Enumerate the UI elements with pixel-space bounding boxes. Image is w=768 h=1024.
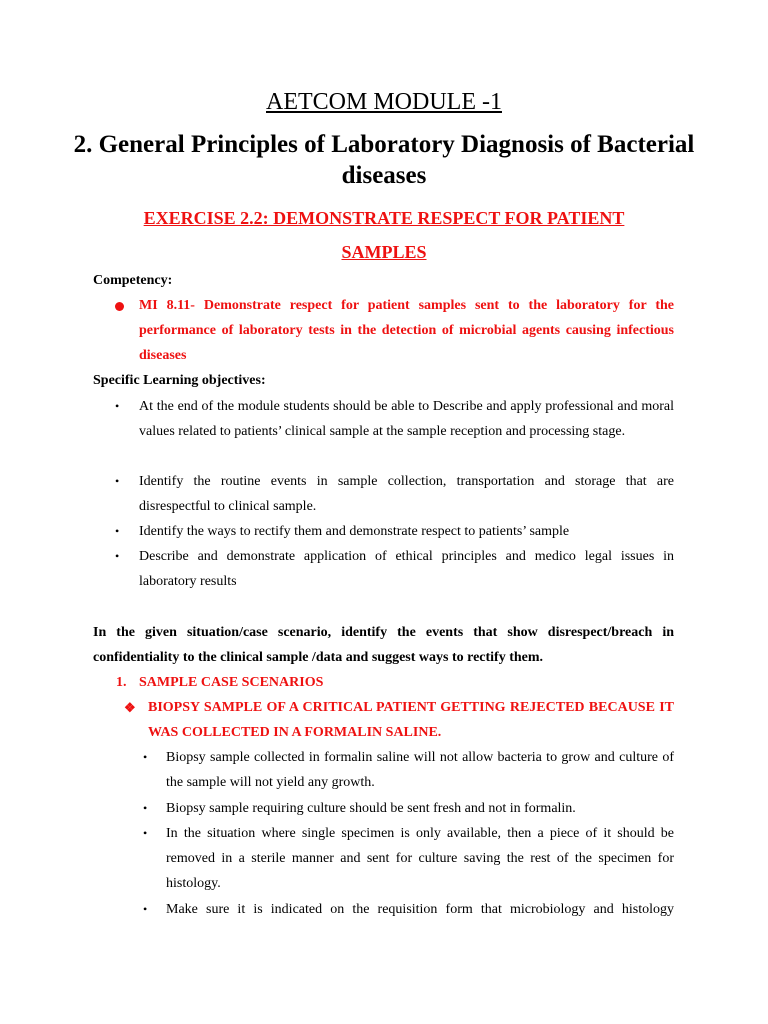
bullet-icon: • (143, 902, 148, 916)
competency-item: MI 8.11- Demonstrate respect for patient samples sent to the laboratory for the performance of laboratory tests in the detection of microbial agents causing infectious diseases (139, 298, 674, 363)
bullet-icon: • (115, 474, 120, 488)
bullet-icon: • (115, 399, 120, 413)
red-bullet-icon (115, 302, 124, 311)
scenario-heading-number: 1. (116, 675, 127, 690)
competency-label: Competency: (93, 273, 173, 288)
module-title: AETCOM MODULE -1 (266, 89, 502, 115)
bullet-icon: • (143, 826, 148, 840)
objective-item: Identify the routine events in sample collection, transportation and storage that are disrespectful to clinical sample. (139, 474, 674, 514)
objective-item: At the end of the module students should be able to Describe and apply professional and moral values related to patients’ clinical sample at the sample reception and processing stage. (139, 399, 674, 439)
bullet-icon: • (143, 801, 148, 815)
case-point: Biopsy sample requiring culture should be sent fresh and not in formalin. (166, 801, 576, 816)
case-point: Make sure it is indicated on the requisition form that microbiology and histology (166, 902, 674, 917)
objective-item: Describe and demonstrate application of ethical principles and medico legal issues in laboratory results (139, 549, 674, 589)
objective-item: Identify the ways to rectify them and demonstrate respect to patients’ sample (139, 524, 570, 539)
bullet-icon: • (115, 524, 120, 538)
page-title: 2. General Principles of Laboratory Diagnosis of Bacterial diseases (73, 131, 695, 189)
scenario-heading: SAMPLE CASE SCENARIOS (139, 675, 324, 690)
case-point: Biopsy sample collected in formalin saline will not allow bacteria to grow and culture of the sample will not yield any growth. (166, 750, 674, 790)
case-title: BIOPSY SAMPLE OF A CRITICAL PATIENT GETTING REJECTED BECAUSE IT WAS COLLECTED IN A FORMALIN SALINE. (148, 700, 674, 740)
bullet-icon: • (115, 549, 120, 563)
diamond-bullet-icon: ❖ (124, 700, 136, 715)
case-point: In the situation where single specimen is only available, then a piece of it should be removed in a sterile manner and sent for culture saving the rest of the specimen for histology. (166, 826, 674, 891)
bullet-icon: • (143, 750, 148, 764)
objectives-label: Specific Learning objectives: (93, 373, 266, 388)
exercise-heading: EXERCISE 2.2: DEMONSTRATE RESPECT FOR PATIENT SAMPLES (143, 208, 625, 262)
scenario-intro: In the given situation/case scenario, identify the events that show disrespect/breach in confidentiality to the clinical sample /data and suggest ways to rectify them. (93, 625, 674, 665)
